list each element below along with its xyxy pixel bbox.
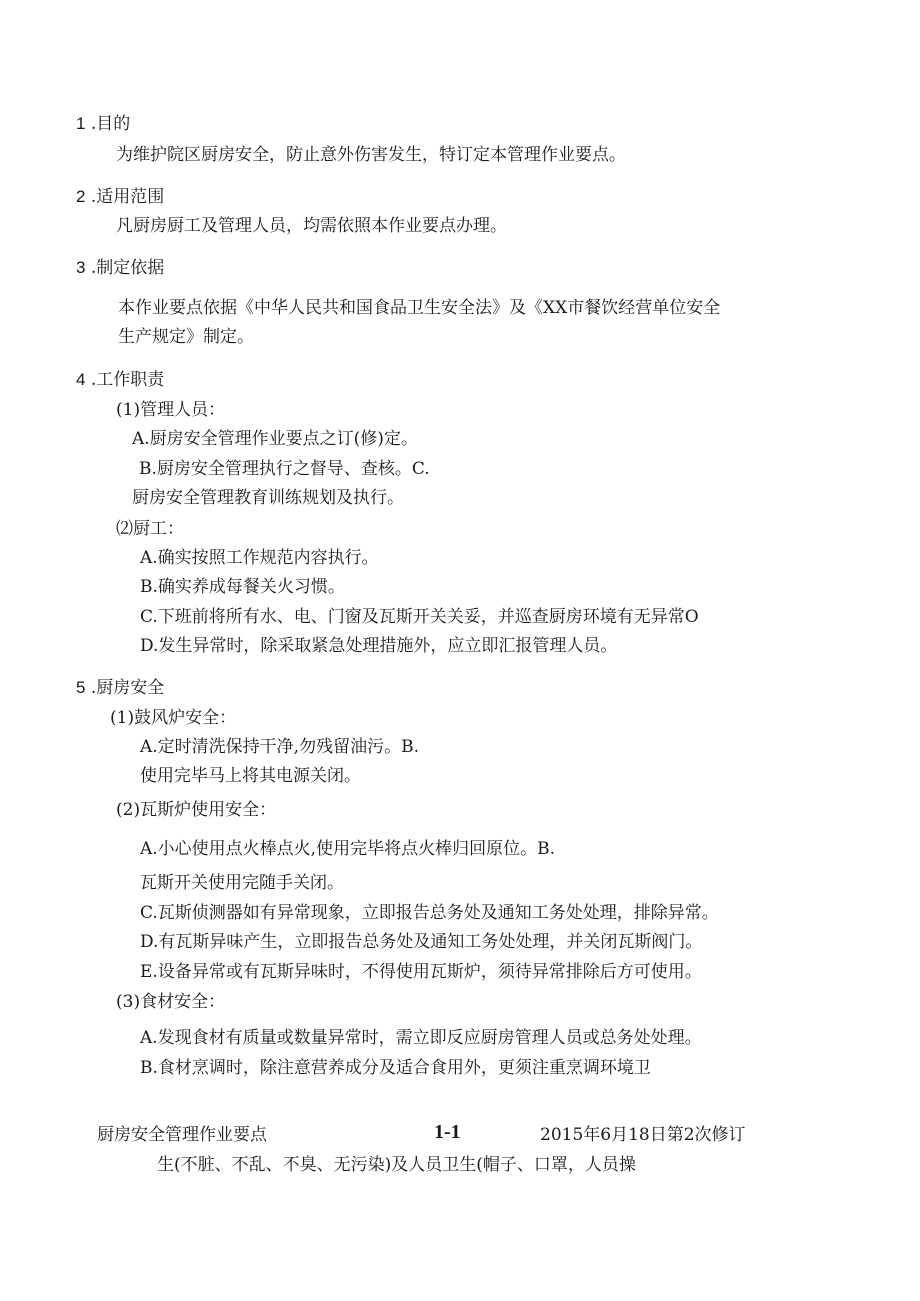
section-5-sub-1-item-b: 使用完毕马上将其电源关闭。 — [140, 766, 361, 786]
footer-document-title: 厨房安全管理作业要点 — [97, 1125, 267, 1145]
footer-page-number: 1-1 — [434, 1121, 461, 1143]
section-1-body: 为维护院区厨房安全，防止意外伤害发生，特订定本管理作业要点。 — [116, 145, 626, 165]
section-4-sub-1-item-a: A.厨房安全管理作业要点之订(修)定。 — [132, 429, 418, 449]
section-3-heading — [76, 257, 164, 279]
section-3-number: 3 — [76, 258, 86, 277]
section-4-sub-2-item-d: D.发生异常时，除采取紧急处理措施外，应立即汇报管理人员。 — [140, 636, 618, 656]
section-5-number: 5 — [76, 678, 86, 697]
section-5-sub-2-item-d: D.有瓦斯异味产生，立即报告总务处及通知工务处处理，并关闭瓦斯阀门。 — [140, 932, 703, 952]
section-5-heading — [76, 677, 164, 699]
section-5-sub-2-item-e: E.设备异常或有瓦斯异味时，不得使用瓦斯炉，须待异常排除后方可使用。 — [140, 962, 702, 982]
section-5-sub-3-item-a: A.发现食材有质量或数量异常时，需立即反应厨房管理人员或总务处处理。 — [140, 1028, 702, 1048]
section-5-sub-1: (1)鼓风炉安全： — [110, 708, 237, 728]
section-5-sub-2: (2)瓦斯炉使用安全： — [116, 800, 277, 820]
section-1-title: .目的 — [90, 114, 131, 134]
section-4-sub-1-item-c: 厨房安全管理教育训练规划及执行。 — [132, 488, 404, 508]
section-5-sub-3: (3)食材安全： — [116, 992, 226, 1012]
section-4-heading — [76, 369, 164, 391]
section-4-sub-2-item-b: B.确实养成每餐关火习惯。 — [140, 577, 345, 597]
overflow-continuation-line: 生(不脏、不乱、不臭、无污染)及人员卫生(帽子、口罩，人员操 — [157, 1155, 636, 1175]
section-2-body: 凡厨房厨工及管理人员，均需依照本作业要点办理。 — [116, 216, 507, 236]
section-3-title: .制定依据 — [90, 258, 165, 278]
section-3-body-line-1: 本作业要点依据《中华人民共和国食品卫生安全法》及《XX市餐饮经营单位安全 — [118, 298, 721, 318]
section-1-heading — [76, 113, 130, 135]
section-5-title: .厨房安全 — [90, 678, 165, 698]
section-4-sub-2-item-a: A.确实按照工作规范内容执行。 — [140, 548, 379, 568]
section-4-sub-2: ⑵厨工： — [116, 519, 184, 539]
section-5-sub-3-item-b: B.食材烹调时，除注意营养成分及适合食用外，更须注重烹调环境卫 — [140, 1058, 651, 1078]
section-4-sub-1-item-b: B.厨房安全管理执行之督导、查核。C. — [139, 459, 430, 479]
section-1-number: 1 — [76, 114, 86, 133]
section-5-sub-2-item-a: A.小心使用点火棒点火,使用完毕将点火棒归回原位。B. — [140, 839, 555, 859]
footer-revision-date: 2015年6月18日第2次修订 — [540, 1125, 746, 1145]
section-4-sub-2-item-c: C.下班前将所有水、电、门窗及瓦斯开关关妥，并巡查厨房环境有无异常O — [140, 607, 699, 627]
section-5-sub-2-item-c: C.瓦斯侦测器如有异常现象，立即报告总务处及通知工务处处理，排除异常。 — [140, 903, 719, 923]
section-5-sub-1-item-a: A.定时清洗保持干净,勿残留油污。B. — [140, 737, 419, 757]
section-4-sub-1: (1)管理人员： — [116, 400, 226, 420]
section-4-title: .工作职责 — [90, 370, 165, 390]
section-2-number: 2 — [76, 187, 86, 206]
section-3-body-line-2: 生产规定》制定。 — [118, 327, 254, 347]
section-5-sub-2-item-b: 瓦斯开关使用完随手关闭。 — [140, 873, 344, 893]
section-2-heading — [76, 186, 164, 208]
section-2-title: .适用范围 — [90, 187, 165, 207]
section-4-number: 4 — [76, 370, 86, 389]
